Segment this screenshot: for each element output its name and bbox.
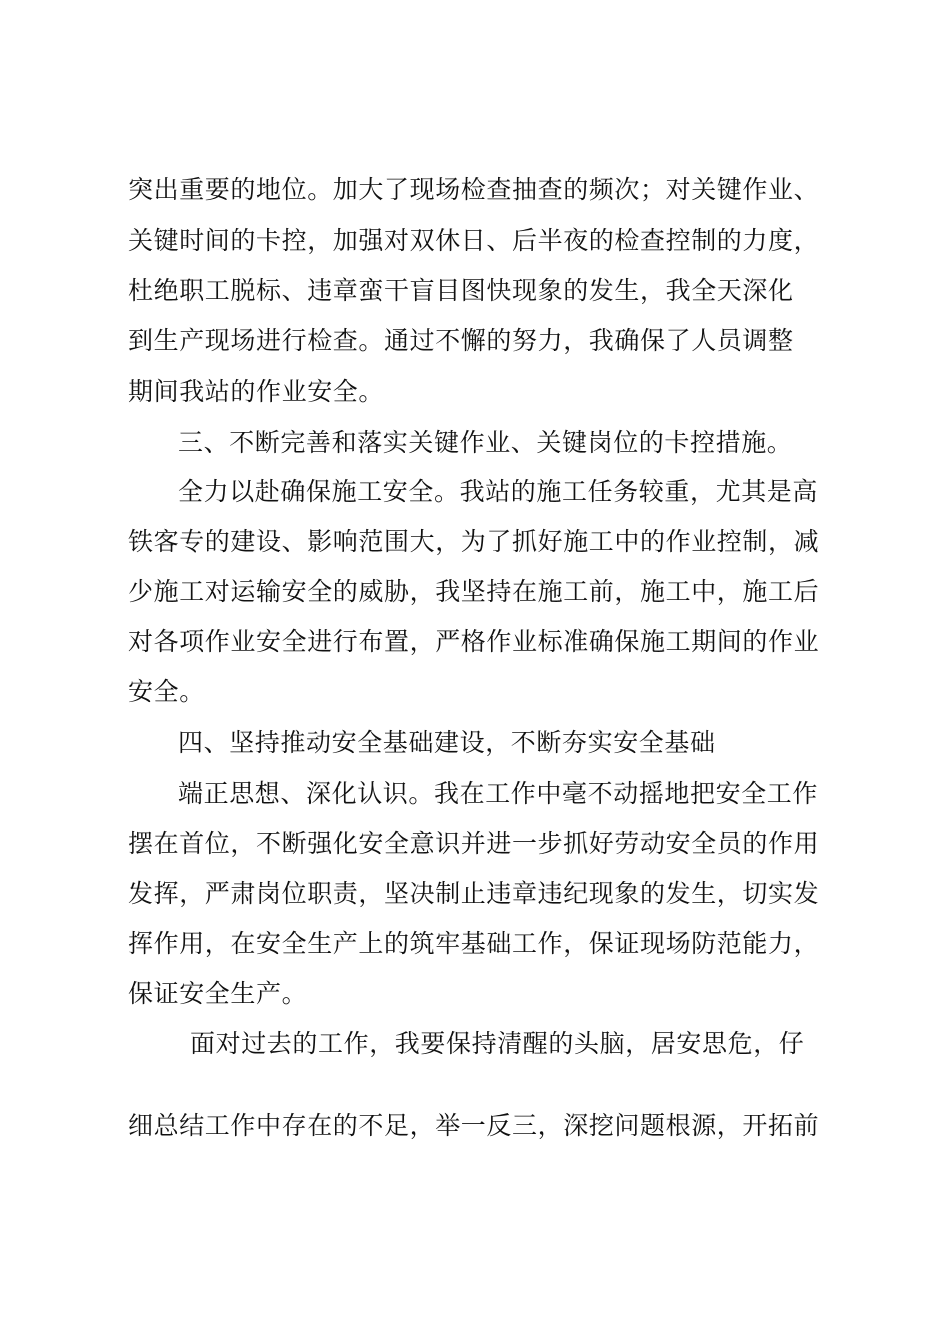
text-line: 突出重要的地位。加大了现场检查抽查的频次；对关键作业、 xyxy=(128,175,820,204)
text-line: 端正思想、深化认识。我在工作中毫不动摇地把安全工作 xyxy=(178,779,819,808)
text-line: 安全。 xyxy=(128,677,205,706)
text-line: 面对过去的工作，我要保持清醒的头脑，居安思危，仔 xyxy=(190,1029,805,1058)
text-line: 细总结工作中存在的不足，举一反三，深挖问题根源，开拓前 xyxy=(128,1111,820,1140)
text-line: 关键时间的卡控，加强对双休日、后半夜的检查控制的力度， xyxy=(128,226,820,255)
text-line: 期间我站的作业安全。 xyxy=(128,377,385,406)
text-line: 少施工对运输安全的威胁，我坚持在施工前，施工中，施工后 xyxy=(128,577,820,606)
text-line: 摆在首位，不断强化安全意识并进一步抓好劳动安全员的作用 xyxy=(128,829,820,858)
text-line: 对各项作业安全进行布置，严格作业标准确保施工期间的作业 xyxy=(128,627,820,656)
text-line: 发挥，严肃岗位职责，坚决制止违章违纪现象的发生，切实发 xyxy=(128,879,820,908)
text-line: 保证安全生产。 xyxy=(128,979,308,1008)
section-heading: 三、不断完善和落实关键作业、关键岗位的卡控措施。 xyxy=(178,428,793,457)
text-line: 铁客专的建设、影响范围大，为了抓好施工中的作业控制，减 xyxy=(128,527,820,556)
section-heading: 四、坚持推动安全基础建设，不断夯实安全基础 xyxy=(178,728,716,757)
text-line: 杜绝职工脱标、违章蛮干盲目图快现象的发生，我全天深化 xyxy=(128,276,794,305)
text-line: 全力以赴确保施工安全。我站的施工任务较重，尤其是高 xyxy=(178,477,819,506)
text-line: 到生产现场进行检查。通过不懈的努力，我确保了人员调整 xyxy=(128,326,794,355)
text-line: 挥作用，在安全生产上的筑牢基础工作，保证现场防范能力， xyxy=(128,929,820,958)
